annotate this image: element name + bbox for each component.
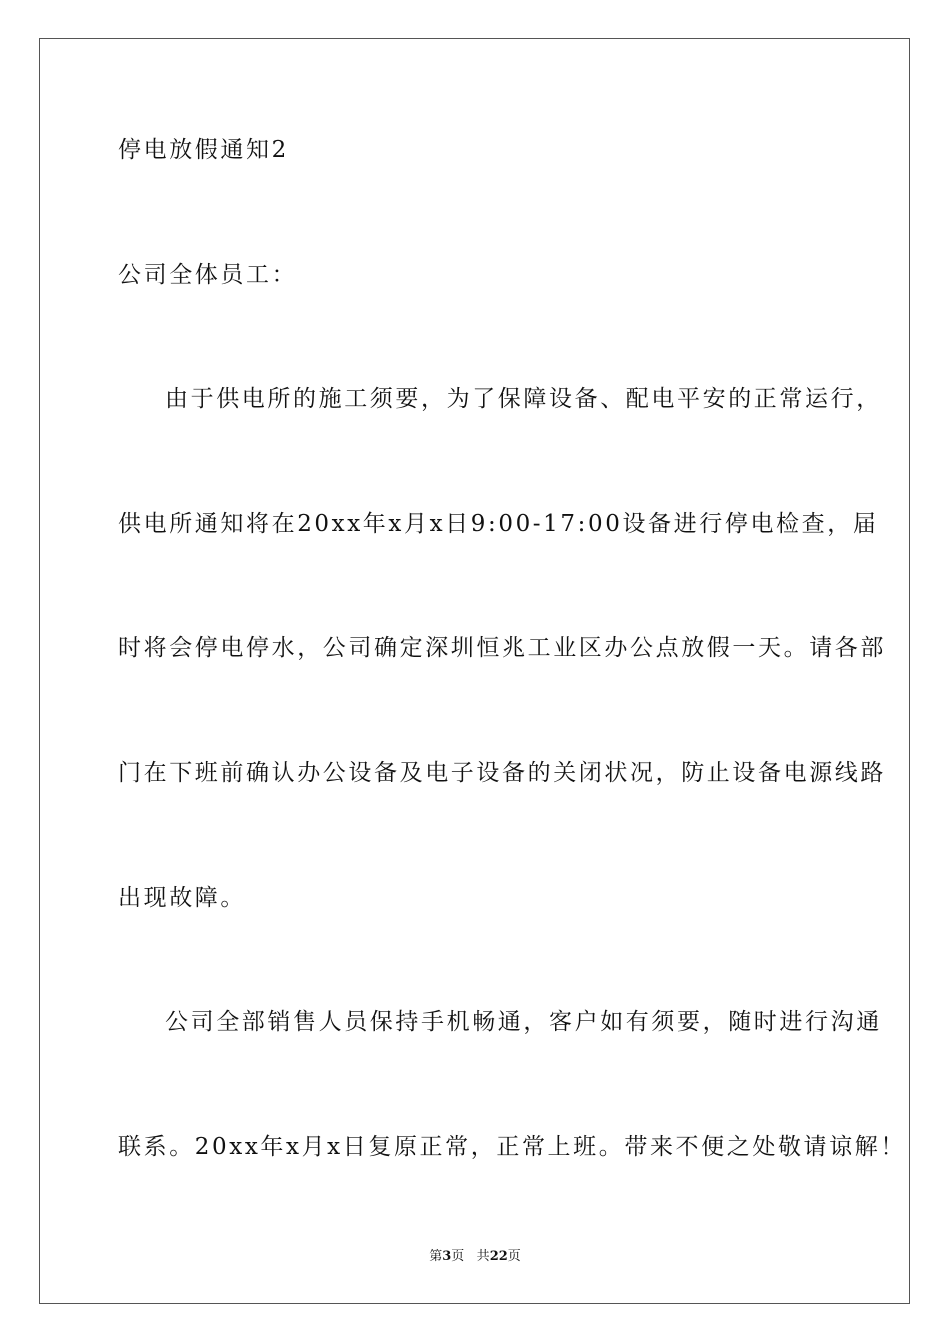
paragraph1-line1: 由于供电所的施工须要，为了保障设备、配电平安的正常运行， [165,386,882,412]
paragraph1-line3: 时将会停电停水，公司确定深圳恒兆工业区办公点放假一天。请各部 [118,635,886,661]
paragraph2-line2: 联系。20xx年x月x日复原正常，正常上班。带来不便之处敬请谅解！ [118,1134,906,1160]
footer-total-prefix: 共 [476,1249,490,1264]
paragraph1-line2: 供电所通知将在20xx年x月x日9:00-17:00设备进行停电检查，届 [118,511,879,537]
paragraph1-line5: 出现故障。 [118,885,246,911]
footer-current-page: 3 [442,1249,452,1264]
page-footer [0,1248,950,1266]
footer-page-prefix: 第 [429,1249,443,1264]
salutation: 公司全体员工： [118,262,298,288]
document-title: 停电放假通知2 [118,137,289,163]
paragraph1-line4: 门在下班前确认办公设备及电子设备的关闭状况，防止设备电源线路 [118,760,886,786]
paragraph2-line1: 公司全部销售人员保持手机畅通，客户如有须要，随时进行沟通 [165,1009,882,1035]
page-border [39,38,910,1304]
footer-total-pages: 22 [489,1249,508,1264]
footer-page-suffix: 页 [451,1249,465,1264]
footer-total-suffix: 页 [507,1249,521,1264]
